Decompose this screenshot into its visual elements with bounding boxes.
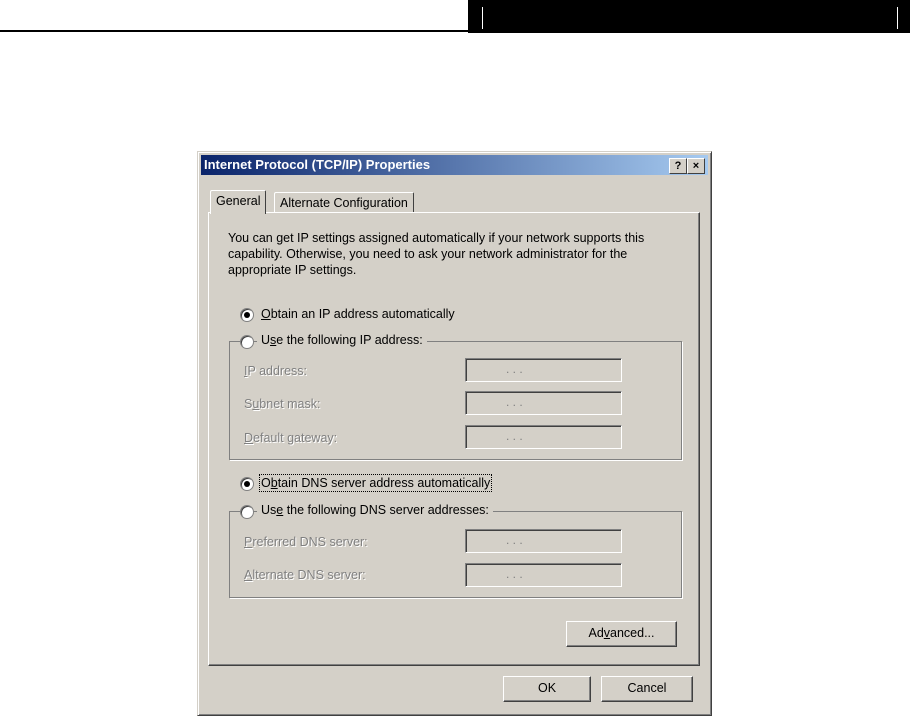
alternate-dns-label [244, 568, 366, 582]
title-bar[interactable] [201, 155, 708, 175]
tab-general-label: General [216, 194, 261, 208]
advanced-button[interactable] [566, 621, 677, 647]
label-text: anced... [610, 626, 655, 640]
label-text: U [261, 333, 271, 347]
page-header-bar [468, 0, 910, 33]
preferred-dns-field[interactable] [465, 529, 622, 553]
accelerator-key: v [603, 626, 611, 640]
subnet-mask-label [244, 397, 320, 411]
obtain-dns-auto-label[interactable] [261, 476, 490, 490]
use-following-dns-radio[interactable] [240, 505, 254, 519]
label-text: P address: [247, 364, 308, 378]
preferred-dns-label [244, 535, 368, 549]
accelerator-key: O [261, 307, 271, 321]
ip-dots: . . . [506, 362, 523, 376]
page-header-rule [0, 30, 470, 32]
page-header-tick-right [897, 7, 898, 29]
radio-selected-dot [244, 312, 250, 318]
ip-dots: . . . [506, 533, 523, 547]
label-text: lternate DNS server: [252, 568, 366, 582]
accelerator-key: e [276, 503, 284, 517]
label-text: bnet mask: [259, 397, 321, 411]
help-button[interactable] [669, 158, 687, 174]
cancel-label: Cancel [627, 681, 667, 695]
use-following-ip-label[interactable] [257, 333, 427, 347]
label-text: Us [261, 503, 277, 517]
tab-alternate-configuration[interactable] [274, 192, 414, 213]
ip-dots: . . . [506, 567, 523, 581]
cancel-button[interactable] [601, 676, 693, 702]
label-text: referred DNS server: [252, 535, 368, 549]
tcpip-properties-dialog [197, 151, 712, 716]
default-gateway-field[interactable] [465, 425, 622, 449]
default-gateway-label [244, 431, 337, 445]
ok-button[interactable] [503, 676, 591, 702]
accelerator-key: b [270, 476, 278, 490]
label-text: O [261, 476, 271, 490]
label-text: tain DNS server address automatically [277, 476, 491, 490]
label-text: e the following IP address: [276, 333, 423, 347]
obtain-ip-auto-radio[interactable] [240, 308, 254, 322]
label-text: btain an IP address automatically [270, 307, 455, 321]
dialog-title: Internet Protocol (TCP/IP) Properties [204, 157, 431, 172]
use-following-ip-radio[interactable] [240, 335, 254, 349]
label-text: efault gateway: [253, 431, 338, 445]
ip-address-label [244, 364, 307, 378]
accelerator-key: I [244, 364, 248, 378]
obtain-dns-auto-radio[interactable] [240, 477, 254, 491]
accelerator-key: s [270, 333, 277, 347]
accelerator-key: P [244, 535, 253, 549]
help-icon: ? [674, 160, 682, 172]
alternate-dns-field[interactable] [465, 563, 622, 587]
accelerator-key: u [252, 397, 260, 411]
label-text: the following DNS server addresses: [283, 503, 489, 517]
description-text: You can get IP settings assigned automatically if your network supports this capability. Otherwise, you need to ask your network administrator for the appropriate IP settings. [228, 231, 645, 277]
ip-address-field[interactable] [465, 358, 622, 382]
accelerator-key: D [244, 431, 254, 445]
use-following-dns-label[interactable] [257, 503, 493, 517]
ip-dots: . . . [506, 395, 523, 409]
label-text: Ad [588, 626, 604, 640]
tab-alternate-configuration-label: Alternate Configuration [280, 196, 408, 210]
label-text: S [244, 397, 253, 411]
accelerator-key: A [244, 568, 253, 582]
close-icon: × [692, 160, 700, 172]
subnet-mask-field[interactable] [465, 391, 622, 415]
close-button[interactable] [687, 158, 705, 174]
ip-dots: . . . [506, 429, 523, 443]
obtain-ip-auto-label[interactable] [261, 307, 455, 321]
ok-label: OK [537, 681, 557, 695]
tab-general[interactable] [210, 190, 266, 214]
page-header-tick-left [482, 7, 483, 29]
radio-selected-dot [244, 481, 250, 487]
